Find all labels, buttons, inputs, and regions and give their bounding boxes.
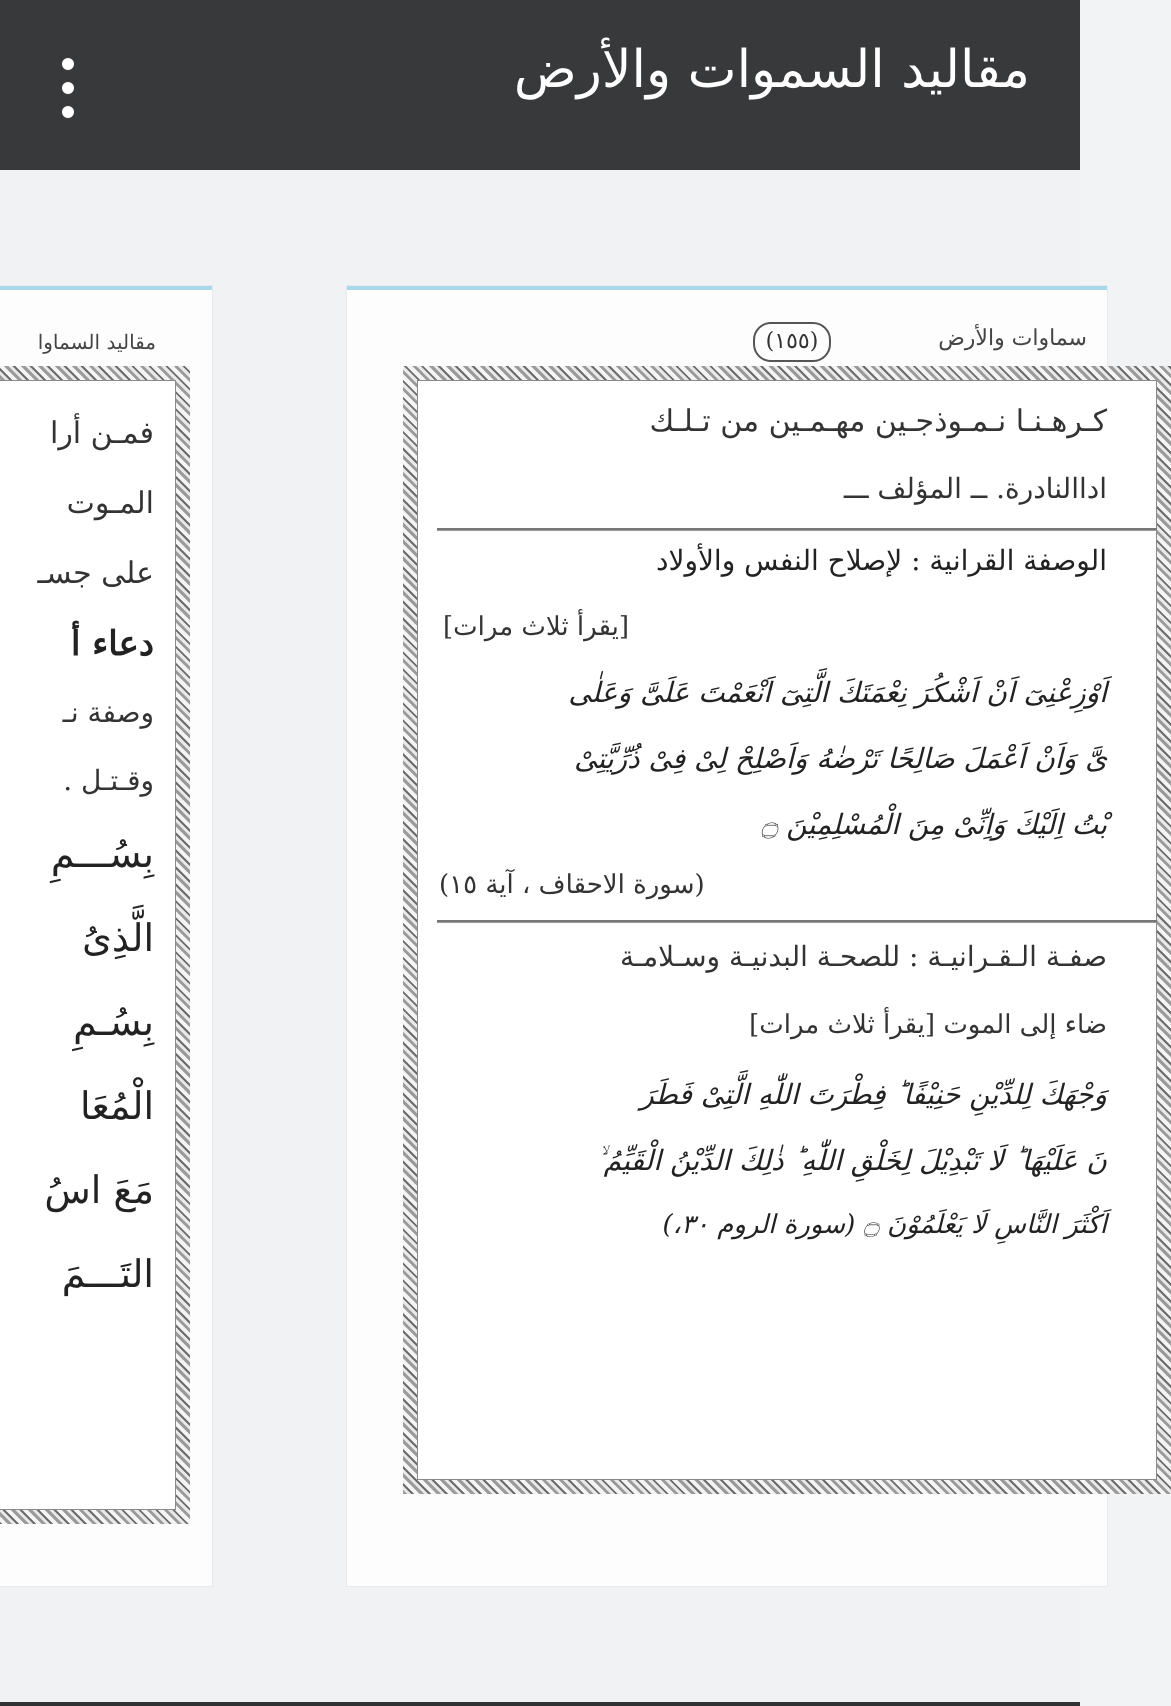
text-line: [يقرأ ثلاث مرات] — [443, 612, 629, 642]
page-border-frame — [403, 366, 1171, 1494]
text-line: المـوت — [66, 486, 154, 521]
app-bar — [0, 0, 1080, 170]
verse-line: بْتُ اِلَیْكَ وَاِنِّیْ مِنَ الْمُسْلِمِیْنَ ۝ — [761, 808, 1107, 841]
text-line: دعاء أ — [70, 624, 154, 664]
verse-line: وَجْهَكَ لِلدِّیْنِ حَنِیْفًا ؕ فِطْرَتَ اللّٰهِ الَّتِیْ فَطَرَ — [640, 1078, 1107, 1111]
text-line: وقـتـل . — [63, 764, 154, 797]
text-line: على جسـ — [37, 556, 154, 591]
verse-line: بِسُـــمِ — [50, 832, 154, 876]
page-top-line — [347, 286, 1107, 290]
menu-dot — [62, 58, 74, 70]
page-border-frame — [0, 366, 190, 1524]
verse-line: الَّذِیُ — [82, 916, 154, 960]
text-line: اداالنادرة. ــ المؤلف ـــ — [843, 472, 1107, 505]
app-title: مقاليد السموات والأرض — [513, 40, 1030, 100]
section-heading: صفـة الـقـرانيـة : للصحـة البدنيـة وسـلامـة — [619, 940, 1107, 973]
page-header: سماوات والأرض — [938, 326, 1087, 351]
book-page-current[interactable] — [347, 286, 1107, 1586]
page-header: مقاليد السماوا — [37, 330, 156, 354]
menu-dot — [62, 106, 74, 118]
text-line: وصفة نـ — [62, 696, 154, 729]
text-line: فمـن أرا — [49, 416, 154, 451]
verse-line: التَـــمَ — [61, 1252, 154, 1296]
bottom-divider — [0, 1702, 1080, 1706]
verse-line: اَكْثَرَ النَّاسِ لَا یَعْلَمُوْنَ ۝ (سورة الروم ٣٠،) — [662, 1210, 1107, 1240]
section-heading: الوصفة القرانية : لإصلاح النفس والأولاد — [656, 544, 1107, 577]
verse-line: الْمُعَا — [79, 1084, 154, 1128]
text-line: ضاء إلى الموت [يقرأ ثلاث مرات] — [749, 1010, 1107, 1040]
verse-line: بِسُـمِ — [73, 1000, 154, 1044]
page-top-line — [0, 286, 212, 290]
verse-line: مَعَ اسُ — [44, 1168, 154, 1212]
verse-line: یَّ وَاَنْ اَعْمَلَ صَالِحًا تَرْضٰهُ وَاَصْلِحْ لِیْ فِیْ ذُرِّیَّتِیْ — [574, 742, 1107, 775]
text-line: كـرهـنـا نـمـوذجـين مهـمـين من تـلـك — [649, 404, 1107, 439]
surah-reference: (سورة الاحقاف ، آية ١٥) — [439, 870, 705, 900]
overflow-menu-icon[interactable] — [48, 58, 88, 118]
section-divider — [437, 920, 1157, 923]
menu-dot — [62, 82, 74, 94]
verse-line: نَ عَلَیْهَا ؕ لَا تَبْدِیْلَ لِخَلْقِ اللّٰهِ ؕ ذٰلِكَ الدِّیْنُ الْقَیِّمُ ۙ — [596, 1144, 1107, 1177]
verse-line: اَوْزِعْنِیٓ اَنْ اَشْكُرَ نِعْمَتَكَ الَّتِیٓ اَنْعَمْتَ عَلَیَّ وَعَلٰی — [568, 676, 1107, 709]
page-viewer[interactable] — [0, 170, 1107, 1706]
book-page-previous[interactable] — [0, 286, 212, 1586]
page-number: (١٥٥) — [753, 322, 831, 362]
section-divider — [437, 528, 1157, 531]
